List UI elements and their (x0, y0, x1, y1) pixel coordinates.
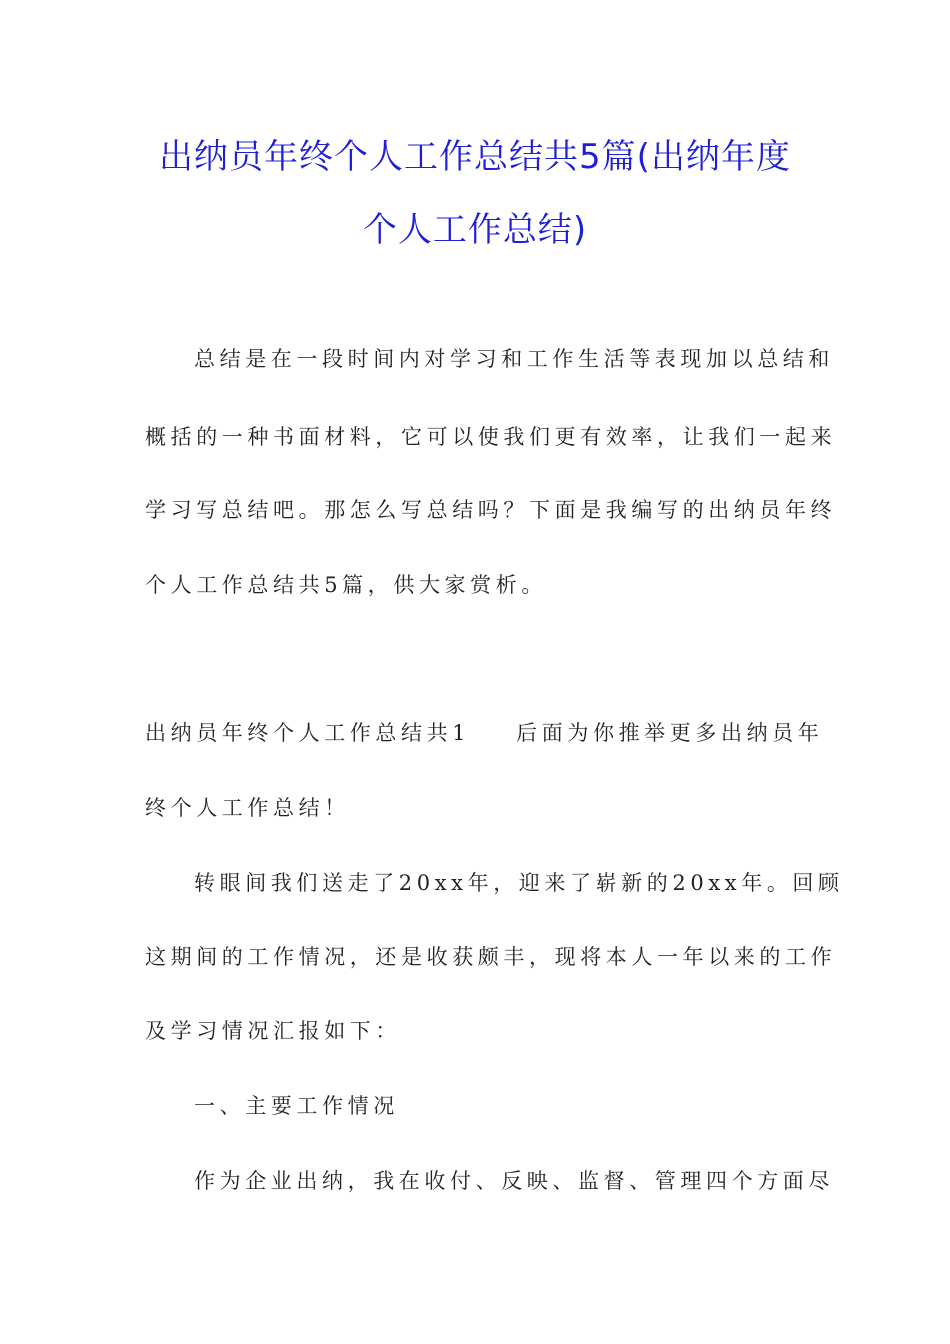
intro-paragraph-line-2: 概括的一种书面材料，它可以使我们更有效率，让我们一起来 (145, 425, 837, 449)
intro-paragraph-line-3: 学习写总结吧。那怎么写总结吗？下面是我编写的出纳员年终 (145, 498, 837, 522)
section-heading: 出纳员年终个人工作总结共1 (145, 721, 471, 745)
document-title-line-2: 个人工作总结) (362, 210, 588, 250)
body-paragraph-line-1: 转眼间我们送走了20xx年，迎来了崭新的20xx年。回顾 (194, 871, 844, 895)
intro-paragraph-line-4: 个人工作总结共5篇，供大家赏析。 (145, 573, 547, 597)
body-paragraph-line-2: 这期间的工作情况，还是收获颇丰，现将本人一年以来的工作 (145, 945, 837, 969)
document-title-line-1: 出纳员年终个人工作总结共5篇(出纳年度 (159, 137, 791, 177)
section-heading-tail: 后面为你推举更多出纳员年 (516, 721, 824, 745)
subheading: 一、主要工作情况 (194, 1094, 399, 1118)
intro-paragraph-line-1: 总结是在一段时间内对学习和工作生活等表现加以总结和 (194, 347, 834, 371)
section-heading-line-2: 终个人工作总结！ (145, 796, 350, 820)
body2-paragraph-line-1: 作为企业出纳，我在收付、反映、监督、管理四个方面尽 (194, 1169, 834, 1193)
section-heading-line-1 (145, 719, 824, 747)
body-paragraph-line-3: 及学习情况汇报如下： (145, 1019, 401, 1043)
